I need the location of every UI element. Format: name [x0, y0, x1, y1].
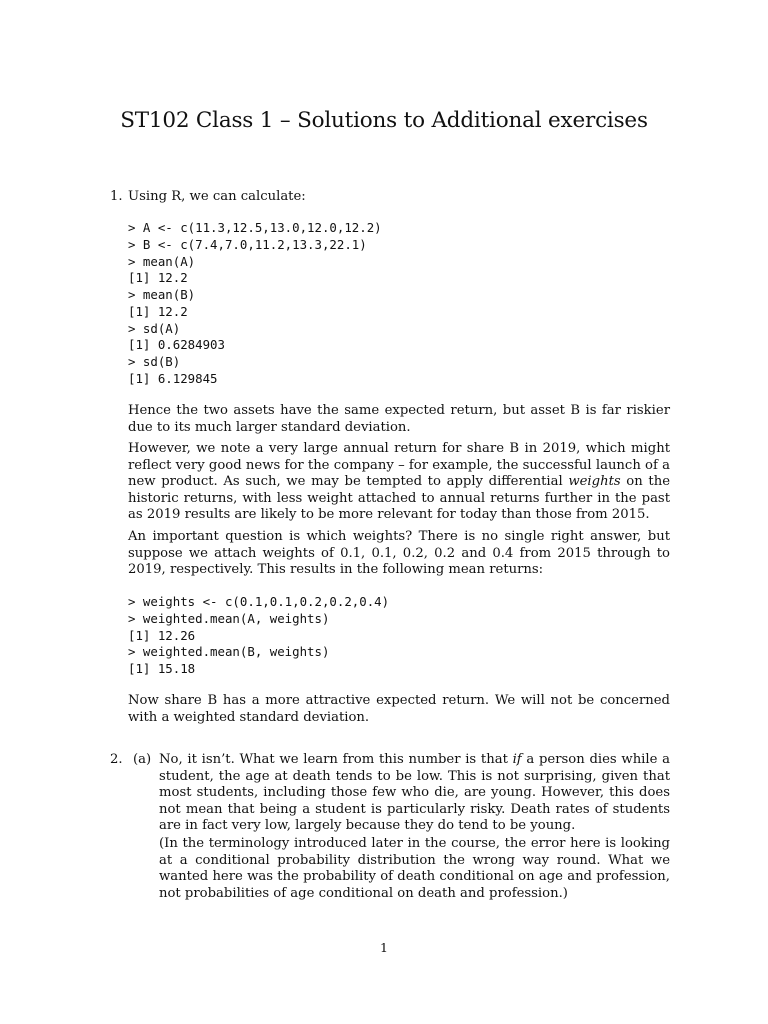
- code-line: > weighted.mean(A, weights): [128, 610, 330, 626]
- code-line: > A <- c(11.3,12.5,13.0,12.0,12.2): [128, 220, 382, 235]
- page-number: 1: [380, 940, 388, 955]
- code-line: > mean(A): [128, 253, 196, 269]
- r-code-block-1: [128, 220, 382, 388]
- code-line: [1] 15.18: [128, 661, 196, 676]
- code-line: [1] 12.2: [128, 303, 188, 319]
- code-line: > B <- c(7.4,7.0,11.2,13.3,22.1): [128, 236, 367, 252]
- question-2a-paragraph-2: (In the terminology introduced later in the course, the error here is looking at a conditional probability distribution the wrong way round. What we wanted here was the probability of death conditional on age and profession, not probabilities of age conditional on death and profession.): [159, 836, 670, 901]
- code-line: > mean(B): [128, 287, 196, 302]
- question-2a-paragraph-1: No, it isn’t. What we learn from this number is that if a person dies while a student, the age at death tends to be low. This is not surprising, given that most students, including those few who die, are young. However, this does not mean that being a student is particularly risky. Death rates of students are in fact very low, largely because they do tend to be young.: [159, 752, 671, 834]
- code-line: [1] 12.26: [128, 627, 196, 643]
- emphasis-if: if: [512, 752, 522, 767]
- code-line: [1] 6.129845: [128, 370, 218, 386]
- code-line: > weights <- c(0.1,0.1,0.2,0.2,0.4): [128, 594, 390, 609]
- question-1-paragraph-4: Now share B has a more attractive expected return. We will not be concerned with a weighted standard deviation.: [128, 693, 670, 725]
- question-1-paragraph-1: Hence the two assets have the same expected return, but asset B is far riskier due to its much larger standard deviation.: [128, 403, 670, 435]
- emphasis-weights: weights: [568, 474, 621, 490]
- code-line: > sd(A): [128, 320, 181, 336]
- code-line: > weighted.mean(B, weights): [128, 644, 330, 660]
- code-line: [1] 12.2: [128, 270, 188, 286]
- question-1-intro: Using R, we can calculate:: [128, 189, 306, 204]
- r-code-block-2: [128, 594, 389, 678]
- question-1-number: 1.: [110, 189, 123, 204]
- question-1-paragraph-3: An important question is which weights? There is no single right answer, but suppose we attach weights of 0.1, 0.1, 0.2, 0.2 and 0.4 from 2015 through to 2019, respectively. This results in the following mean returns:: [128, 529, 670, 578]
- question-2-number: 2.: [110, 752, 123, 767]
- code-line: > sd(B): [128, 354, 181, 369]
- page-title: ST102 Class 1 – Solutions to Additional exercises: [120, 108, 648, 133]
- question-2-sub-label: (a): [133, 752, 152, 767]
- question-1-paragraph-2: However, we note a very large annual return for share B in 2019, which might reflect very good news for the company – for example, the successful launch of a new product. As such, we may be tempted to apply differential weights on the historic returns, with less weight attached to annual returns further in the past as 2019 results are likely to be more relevant for today than those from 2015.: [128, 441, 670, 523]
- code-line: [1] 0.6284903: [128, 337, 225, 353]
